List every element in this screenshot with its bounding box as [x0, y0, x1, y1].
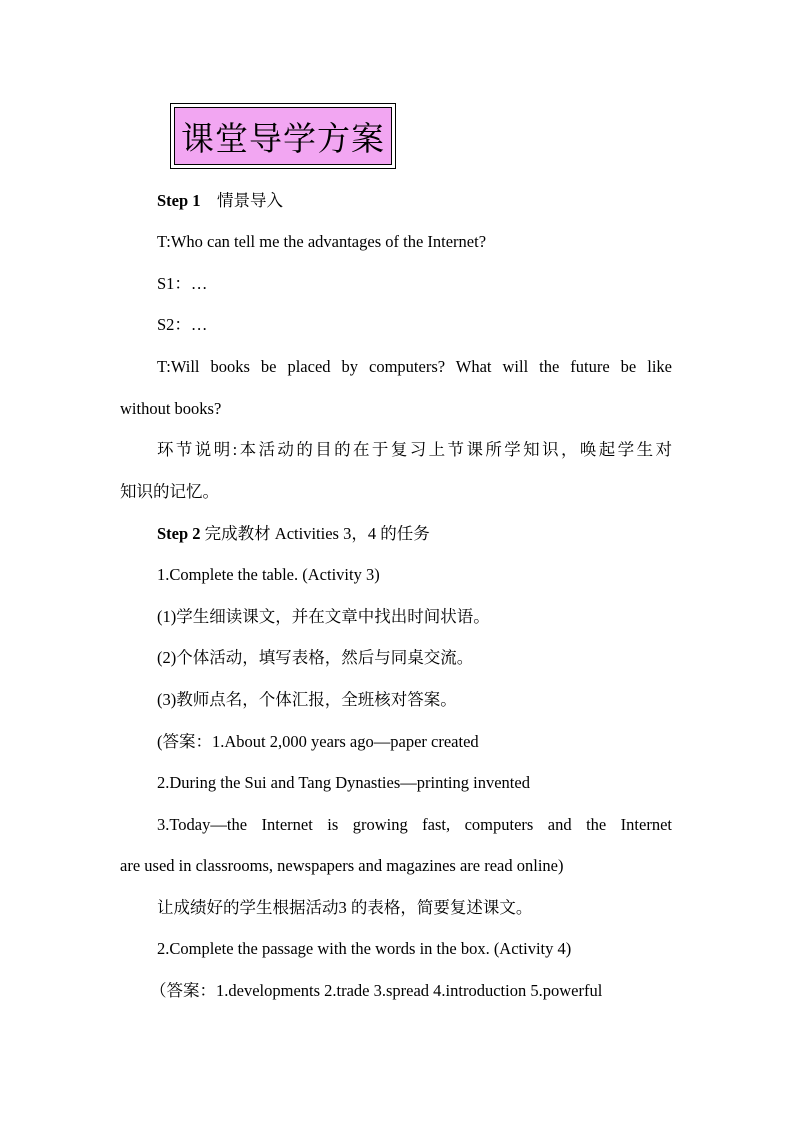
teacher-question-1: T:Who can tell me the advantages of the Internet? [157, 232, 487, 251]
step1-title: 情景导入 [217, 191, 284, 210]
step1-note-line1: 环节说明:本活动的目的在于复习上节课所学知识，唤起学生对 [157, 440, 672, 459]
task-2-answer: （答案：1.developments 2.trade 3.spread 4.introduction 5.powerful [150, 981, 603, 1000]
retell-instruction: 让成绩好的学生根据活动3 的表格，简要复述课文。 [157, 898, 533, 917]
answer-2: 2.During the Sui and Tang Dynasties—printing invented [157, 773, 530, 792]
answer-3-line1: 3.Today—the Internet is growing fast, computers and the Internet [157, 815, 672, 834]
task-1-sub-1: (1)学生细读课文，并在文章中找出时间状语。 [157, 607, 490, 626]
step1-note-line2: 知识的记忆。 [120, 482, 219, 501]
page-title: 课堂导学方案 [174, 107, 392, 165]
step1-label: Step 1 [157, 191, 201, 210]
student-2-answer: S2：… [157, 315, 208, 334]
task-1-sub-3: (3)教师点名，个体汇报，全班核对答案。 [157, 690, 457, 709]
teacher-question-2-line2: without books? [120, 399, 222, 418]
student-1-answer: S1：… [157, 274, 208, 293]
task-1: 1.Complete the table. (Activity 3) [157, 565, 380, 584]
step2-title: 完成教材 Activities 3，4 的任务 [204, 524, 430, 543]
answer-1: (答案：1.About 2,000 years ago—paper created [157, 732, 479, 751]
teacher-question-2-line1: T:Will books be placed by computers? What will the future be like [157, 357, 672, 376]
step1-heading [157, 191, 283, 211]
task-1-sub-2: (2)个体活动，填写表格，然后与同桌交流。 [157, 648, 474, 667]
step2-label: Step 2 [157, 524, 201, 543]
step2-heading [157, 524, 430, 544]
task-2: 2.Complete the passage with the words in the box. (Activity 4) [157, 939, 572, 958]
title-box [170, 103, 396, 169]
answer-3-line2: are used in classrooms, newspapers and magazines are read online) [120, 856, 564, 875]
